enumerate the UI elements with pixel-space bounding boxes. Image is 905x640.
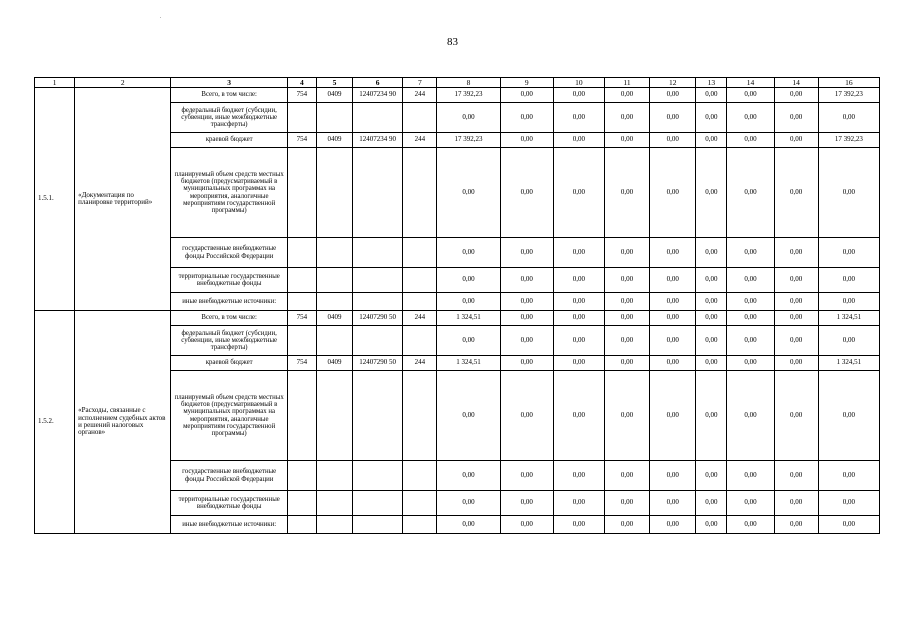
header-cell: 4 xyxy=(287,78,316,88)
amount-cell: 0,00 xyxy=(818,461,879,491)
budget-code-c5: 0409 xyxy=(316,133,352,148)
amount-cell: 0,00 xyxy=(604,326,649,356)
funding-source: планируемый объем средств местных бюджетов (предусматриваемый в муниципальных программах на мероприятия, аналогичные мероприятиям государственной программы) xyxy=(171,148,287,238)
amount-cell: 0,00 xyxy=(818,326,879,356)
item-name: «Расходы, связанные с исполнением судебных актов и решений налоговых органов» xyxy=(75,311,171,534)
amount-cell: 0,00 xyxy=(650,326,696,356)
amount-cell: 0,00 xyxy=(818,103,879,133)
amount-cell: 0,00 xyxy=(500,326,553,356)
table-row xyxy=(35,88,880,103)
header-cell: 12 xyxy=(650,78,696,88)
budget-code-c6 xyxy=(353,103,403,133)
amount-cell: 1 324,51 xyxy=(818,356,879,371)
funding-source: иные внебюджетные источники: xyxy=(171,293,287,311)
budget-code-c7: 244 xyxy=(403,356,437,371)
amount-cell: 0,00 xyxy=(727,238,774,268)
amount-cell: 0,00 xyxy=(696,133,727,148)
amount-cell: 0,00 xyxy=(696,516,727,534)
amount-cell: 0,00 xyxy=(650,491,696,516)
amount-cell: 0,00 xyxy=(774,238,818,268)
amount-cell: 0,00 xyxy=(437,371,500,461)
table-body xyxy=(35,88,880,534)
budget-code-c6 xyxy=(353,293,403,311)
amount-cell: 0,00 xyxy=(437,293,500,311)
budget-code-c6 xyxy=(353,268,403,293)
amount-cell: 0,00 xyxy=(696,293,727,311)
amount-cell: 0,00 xyxy=(500,461,553,491)
header-cell: 14 xyxy=(727,78,774,88)
amount-cell: 0,00 xyxy=(553,148,604,238)
amount-cell: 0,00 xyxy=(727,268,774,293)
amount-cell: 0,00 xyxy=(604,88,649,103)
page-number: 83 xyxy=(447,36,458,48)
budget-code-c6 xyxy=(353,371,403,461)
budget-code-c5 xyxy=(316,148,352,238)
funding-source: территориальные государственные внебюджетные фонды xyxy=(171,268,287,293)
amount-cell: 0,00 xyxy=(553,461,604,491)
amount-cell: 0,00 xyxy=(604,238,649,268)
amount-cell: 0,00 xyxy=(437,148,500,238)
amount-cell: 0,00 xyxy=(553,88,604,103)
amount-cell: 0,00 xyxy=(696,326,727,356)
amount-cell: 0,00 xyxy=(437,326,500,356)
scan-speck xyxy=(160,17,161,18)
amount-cell: 17 392,23 xyxy=(437,133,500,148)
amount-cell: 0,00 xyxy=(437,516,500,534)
header-cell: 13 xyxy=(696,78,727,88)
budget-code-c6: 12407234 90 xyxy=(353,133,403,148)
funding-source: государственные внебюджетные фонды Российской Федерации xyxy=(171,461,287,491)
budget-code-c6 xyxy=(353,326,403,356)
amount-cell: 0,00 xyxy=(500,238,553,268)
amount-cell: 0,00 xyxy=(650,293,696,311)
header-cell: 16 xyxy=(818,78,879,88)
amount-cell: 0,00 xyxy=(604,356,649,371)
budget-code-c7 xyxy=(403,371,437,461)
budget-code-c5 xyxy=(316,238,352,268)
budget-code-c4 xyxy=(287,371,316,461)
budget-code-c4: 754 xyxy=(287,311,316,326)
amount-cell: 0,00 xyxy=(553,326,604,356)
amount-cell: 0,00 xyxy=(818,371,879,461)
amount-cell: 0,00 xyxy=(437,268,500,293)
budget-code-c4: 754 xyxy=(287,356,316,371)
header-cell: 1 xyxy=(35,78,75,88)
budget-code-c4 xyxy=(287,293,316,311)
amount-cell: 0,00 xyxy=(696,371,727,461)
budget-code-c4 xyxy=(287,238,316,268)
budget-code-c6 xyxy=(353,148,403,238)
amount-cell: 0,00 xyxy=(650,148,696,238)
funding-source: краевой бюджет xyxy=(171,356,287,371)
amount-cell: 0,00 xyxy=(774,311,818,326)
budget-code-c5 xyxy=(316,461,352,491)
budget-code-c7: 244 xyxy=(403,88,437,103)
amount-cell: 0,00 xyxy=(500,103,553,133)
funding-source: федеральный бюджет (субсидии, субвенции, иные межбюджетные трансферты) xyxy=(171,326,287,356)
amount-cell: 0,00 xyxy=(553,293,604,311)
budget-code-c7 xyxy=(403,268,437,293)
budget-code-c7: 244 xyxy=(403,311,437,326)
budget-code-c6 xyxy=(353,516,403,534)
budget-code-c5: 0409 xyxy=(316,88,352,103)
amount-cell: 0,00 xyxy=(500,356,553,371)
funding-source: федеральный бюджет (субсидии, субвенции, иные межбюджетные трансферты) xyxy=(171,103,287,133)
amount-cell: 0,00 xyxy=(553,491,604,516)
budget-code-c7 xyxy=(403,148,437,238)
budget-code-c7: 244 xyxy=(403,133,437,148)
funding-source: краевой бюджет xyxy=(171,133,287,148)
amount-cell: 0,00 xyxy=(650,461,696,491)
amount-cell: 0,00 xyxy=(774,148,818,238)
amount-cell: 0,00 xyxy=(774,356,818,371)
item-name: «Документация по планировке территорий» xyxy=(75,88,171,311)
table-row xyxy=(35,311,880,326)
amount-cell: 0,00 xyxy=(437,238,500,268)
amount-cell: 0,00 xyxy=(650,311,696,326)
amount-cell: 0,00 xyxy=(553,516,604,534)
amount-cell: 0,00 xyxy=(650,133,696,148)
budget-code-c6 xyxy=(353,491,403,516)
amount-cell: 1 324,51 xyxy=(818,311,879,326)
budget-code-c4 xyxy=(287,491,316,516)
budget-code-c6 xyxy=(353,461,403,491)
amount-cell: 0,00 xyxy=(727,293,774,311)
budget-code-c7 xyxy=(403,461,437,491)
funding-source: Всего, в том числе: xyxy=(171,311,287,326)
amount-cell: 0,00 xyxy=(727,311,774,326)
amount-cell: 0,00 xyxy=(774,88,818,103)
amount-cell: 0,00 xyxy=(553,268,604,293)
header-cell: 10 xyxy=(553,78,604,88)
budget-code-c5 xyxy=(316,103,352,133)
budget-code-c4 xyxy=(287,461,316,491)
amount-cell: 0,00 xyxy=(604,371,649,461)
budget-code-c5 xyxy=(316,326,352,356)
funding-source: территориальные государственные внебюджетные фонды xyxy=(171,491,287,516)
amount-cell: 0,00 xyxy=(727,88,774,103)
amount-cell: 0,00 xyxy=(500,293,553,311)
header-cell: 11 xyxy=(604,78,649,88)
amount-cell: 0,00 xyxy=(650,268,696,293)
budget-code-c5: 0409 xyxy=(316,356,352,371)
header-cell: 8 xyxy=(437,78,500,88)
header-cell: 3 xyxy=(171,78,287,88)
amount-cell: 0,00 xyxy=(818,238,879,268)
amount-cell: 0,00 xyxy=(604,461,649,491)
amount-cell: 0,00 xyxy=(650,356,696,371)
header-cell: 7 xyxy=(403,78,437,88)
amount-cell: 0,00 xyxy=(650,103,696,133)
amount-cell: 0,00 xyxy=(696,491,727,516)
amount-cell: 0,00 xyxy=(650,88,696,103)
amount-cell: 0,00 xyxy=(774,326,818,356)
amount-cell: 0,00 xyxy=(774,293,818,311)
amount-cell: 0,00 xyxy=(696,148,727,238)
amount-cell: 0,00 xyxy=(553,103,604,133)
amount-cell: 0,00 xyxy=(500,133,553,148)
amount-cell: 0,00 xyxy=(818,516,879,534)
budget-code-c4 xyxy=(287,326,316,356)
amount-cell: 0,00 xyxy=(818,491,879,516)
budget-code-c5 xyxy=(316,516,352,534)
amount-cell: 0,00 xyxy=(696,88,727,103)
budget-code-c4 xyxy=(287,148,316,238)
header-cell: 14 xyxy=(774,78,818,88)
amount-cell: 0,00 xyxy=(553,238,604,268)
funding-source: Всего, в том числе: xyxy=(171,88,287,103)
amount-cell: 0,00 xyxy=(818,268,879,293)
amount-cell: 0,00 xyxy=(696,268,727,293)
amount-cell: 0,00 xyxy=(500,371,553,461)
budget-table xyxy=(34,77,880,534)
funding-source: государственные внебюджетные фонды Российской Федерации xyxy=(171,238,287,268)
amount-cell: 0,00 xyxy=(696,356,727,371)
amount-cell: 0,00 xyxy=(727,516,774,534)
amount-cell: 0,00 xyxy=(500,268,553,293)
amount-cell: 0,00 xyxy=(604,516,649,534)
amount-cell: 0,00 xyxy=(604,311,649,326)
amount-cell: 0,00 xyxy=(437,103,500,133)
funding-source: иные внебюджетные источники: xyxy=(171,516,287,534)
amount-cell: 1 324,51 xyxy=(437,356,500,371)
amount-cell: 0,00 xyxy=(553,371,604,461)
amount-cell: 0,00 xyxy=(774,461,818,491)
amount-cell: 0,00 xyxy=(604,293,649,311)
item-code: 1.5.1. xyxy=(35,88,75,311)
budget-code-c4: 754 xyxy=(287,133,316,148)
amount-cell: 0,00 xyxy=(500,491,553,516)
budget-code-c4 xyxy=(287,268,316,293)
header-cell: 9 xyxy=(500,78,553,88)
budget-code-c5 xyxy=(316,371,352,461)
amount-cell: 17 392,23 xyxy=(818,133,879,148)
amount-cell: 0,00 xyxy=(774,491,818,516)
budget-code-c7 xyxy=(403,516,437,534)
header-cell: 6 xyxy=(353,78,403,88)
budget-code-c6: 12407290 50 xyxy=(353,311,403,326)
amount-cell: 0,00 xyxy=(696,311,727,326)
amount-cell: 0,00 xyxy=(500,148,553,238)
amount-cell: 0,00 xyxy=(553,133,604,148)
budget-code-c7 xyxy=(403,103,437,133)
amount-cell: 17 392,23 xyxy=(818,88,879,103)
budget-code-c7 xyxy=(403,326,437,356)
amount-cell: 0,00 xyxy=(727,148,774,238)
budget-code-c5: 0409 xyxy=(316,311,352,326)
amount-cell: 0,00 xyxy=(727,491,774,516)
amount-cell: 0,00 xyxy=(696,461,727,491)
amount-cell: 0,00 xyxy=(774,371,818,461)
amount-cell: 0,00 xyxy=(604,268,649,293)
amount-cell: 0,00 xyxy=(650,516,696,534)
amount-cell: 0,00 xyxy=(604,148,649,238)
budget-code-c7 xyxy=(403,491,437,516)
amount-cell: 0,00 xyxy=(727,103,774,133)
amount-cell: 1 324,51 xyxy=(437,311,500,326)
amount-cell: 0,00 xyxy=(727,133,774,148)
budget-code-c6 xyxy=(353,238,403,268)
amount-cell: 0,00 xyxy=(500,516,553,534)
amount-cell: 0,00 xyxy=(727,371,774,461)
amount-cell: 0,00 xyxy=(604,491,649,516)
amount-cell: 0,00 xyxy=(774,516,818,534)
amount-cell: 0,00 xyxy=(500,88,553,103)
budget-code-c5 xyxy=(316,293,352,311)
amount-cell: 0,00 xyxy=(650,238,696,268)
budget-code-c6: 12407234 90 xyxy=(353,88,403,103)
amount-cell: 0,00 xyxy=(696,238,727,268)
funding-source: планируемый объем средств местных бюджетов (предусматриваемый в муниципальных программах на мероприятия, аналогичные мероприятиям государственной программы) xyxy=(171,371,287,461)
item-code: 1.5.2. xyxy=(35,311,75,534)
amount-cell: 0,00 xyxy=(818,148,879,238)
budget-code-c7 xyxy=(403,293,437,311)
budget-code-c4 xyxy=(287,103,316,133)
budget-code-c5 xyxy=(316,268,352,293)
header-row xyxy=(35,78,880,88)
amount-cell: 0,00 xyxy=(727,356,774,371)
budget-code-c5 xyxy=(316,491,352,516)
amount-cell: 0,00 xyxy=(500,311,553,326)
header-cell: 2 xyxy=(75,78,171,88)
amount-cell: 0,00 xyxy=(437,491,500,516)
amount-cell: 17 392,23 xyxy=(437,88,500,103)
amount-cell: 0,00 xyxy=(553,311,604,326)
amount-cell: 0,00 xyxy=(604,133,649,148)
amount-cell: 0,00 xyxy=(774,133,818,148)
amount-cell: 0,00 xyxy=(604,103,649,133)
budget-code-c6: 12407290 50 xyxy=(353,356,403,371)
amount-cell: 0,00 xyxy=(437,461,500,491)
amount-cell: 0,00 xyxy=(727,326,774,356)
budget-code-c4: 754 xyxy=(287,88,316,103)
budget-code-c7 xyxy=(403,238,437,268)
amount-cell: 0,00 xyxy=(774,103,818,133)
amount-cell: 0,00 xyxy=(553,356,604,371)
amount-cell: 0,00 xyxy=(696,103,727,133)
amount-cell: 0,00 xyxy=(774,268,818,293)
amount-cell: 0,00 xyxy=(650,371,696,461)
header-cell: 5 xyxy=(316,78,352,88)
budget-code-c4 xyxy=(287,516,316,534)
amount-cell: 0,00 xyxy=(818,293,879,311)
amount-cell: 0,00 xyxy=(727,461,774,491)
